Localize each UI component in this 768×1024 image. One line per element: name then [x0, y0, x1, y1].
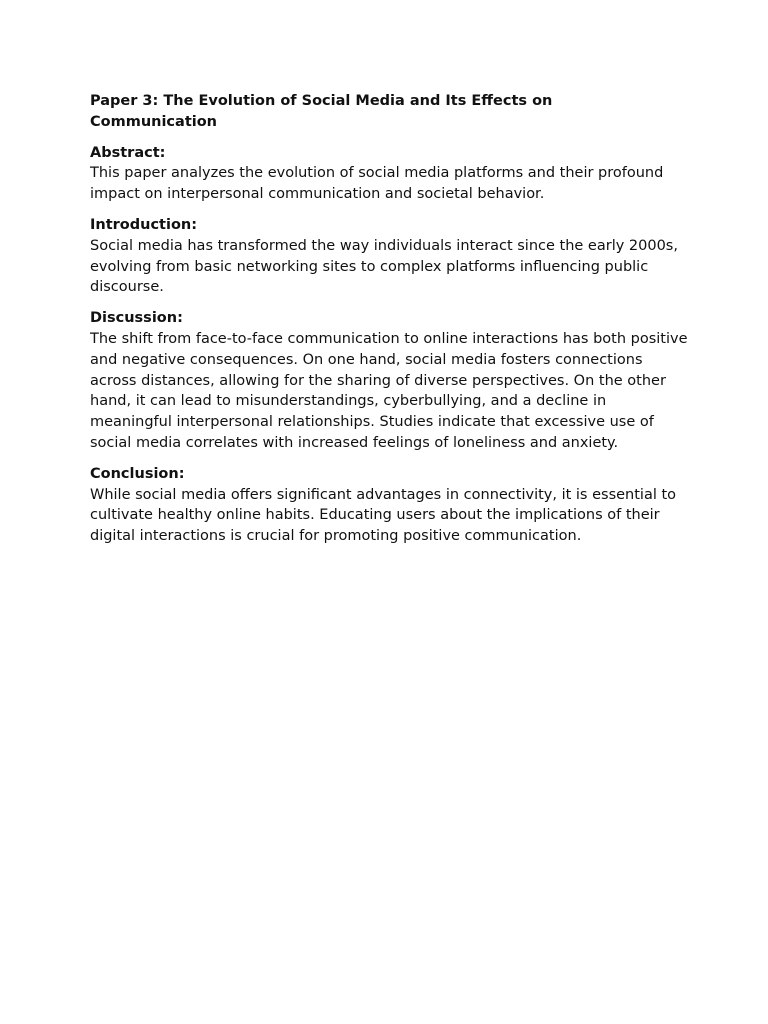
section-heading: Introduction: [90, 216, 198, 233]
section-heading: Abstract: [90, 144, 166, 161]
paper-page [90, 91, 690, 557]
discussion-section [90, 308, 690, 454]
section-body: Social media has transformed the way individuals interact since the early 2000s, evolving from basic networking sites to complex platforms influencing public discourse. [90, 237, 678, 296]
paper-title: Paper 3: The Evolution of Social Media and Its Effects on Communication [90, 93, 553, 130]
introduction-section [90, 215, 690, 298]
abstract-section [90, 143, 690, 205]
section-body: While social media offers significant advantages in connectivity, it is essential to cultivate healthy online habits. Educating users about the implications of their digital interactions is crucial for promoting positive communication. [90, 486, 677, 545]
section-body: This paper analyzes the evolution of social media platforms and their profound impact on interpersonal communication and societal behavior. [90, 165, 664, 203]
section-heading: Conclusion: [90, 465, 185, 482]
conclusion-section [90, 464, 690, 547]
section-body: The shift from face-to-face communication to online interactions has both positive and negative consequences. On one hand, social media fosters connections across distances, allowing for the sharing of diverse perspectives. On the other hand, it can lead to misunderstandings, cyberbullying, and a decline in meaningful interpersonal relationships. Studies indicate that excessive use of social media correlates with increased feelings of loneliness and anxiety. [90, 330, 688, 451]
section-heading: Discussion: [90, 310, 183, 327]
